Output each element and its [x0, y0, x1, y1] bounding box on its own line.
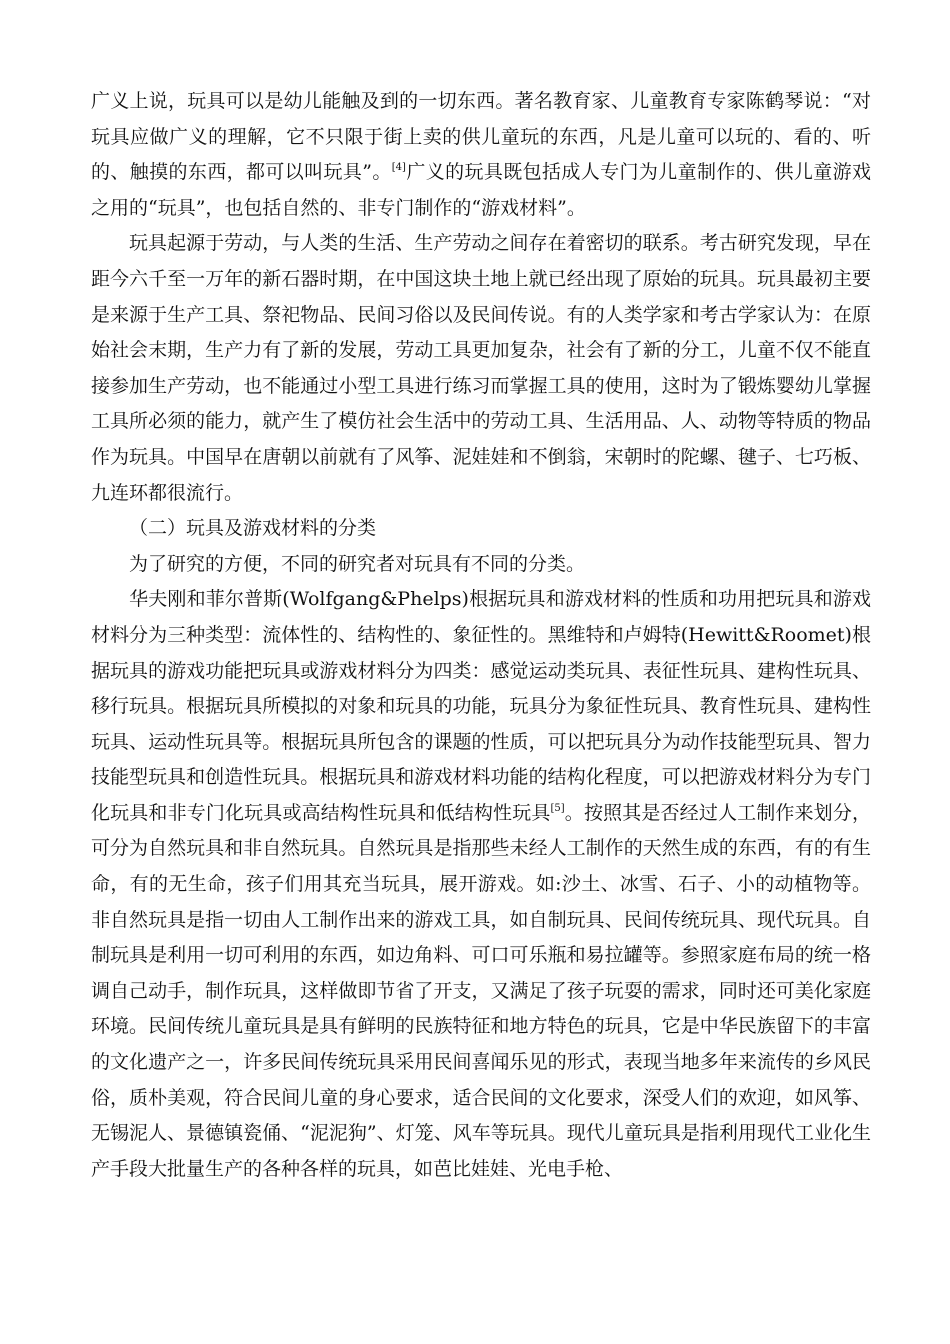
paragraph-classification-intro: [91, 547, 871, 583]
section-heading: （二）玩具及游戏材料的分类: [129, 517, 377, 540]
paragraph-text: 。按照其是否经过人工制作来划分，可分为自然玩具和非自然玩具。自然玩具是指那些未经人工制作的天然生成的东西，有的有生命，有的无生命，孩子们用其充当玩具，展开游戏。如:沙土、冰雪、石子、小的动植物等。非自然玩具是指一切由人工制作出来的游戏工具，如自制玩具、民间传统玩具、现代玩具。自制玩具是利用一切可利用的东西，如边角料、可口可乐瓶和易拉罐等。参照家庭布局的统一格调自己动手，制作玩具，这样做即节省了开支，又满足了孩子玩耍的需求，同时还可美化家庭环境。民间传统儿童玩具是具有鲜明的民族特征和地方特色的玩具，它是中华民族留下的丰富的文化遗产之一，许多民间传统玩具采用民间喜闻乐见的形式，表现当地多年来流传的乡风民俗，质朴美观，符合民间儿童的身心要求，适合民间的文化要求，深受人们的欢迎，如风筝、无锡泥人、景德镇瓷俑、“泥泥狗”、灯笼、风车等玩具。现代儿童玩具是指利用现代工业化生产手段大批量生产的各种各样的玩具，如芭比娃娃、光电手枪、: [91, 801, 871, 1180]
document-page: [91, 84, 871, 1187]
paragraph-text: 华夫刚和菲尔普斯(Wolfgang&Phelps)根据玩具和游戏材料的性质和功用把玩具和游戏材料分为三种类型：流体性的、结构性的、象征性的。黑维特和卢姆特(Hewitt&Roomet)根据玩具的游戏功能把玩具或游戏材料分为四类：感觉运动类玩具、表征性玩具、建构性玩具、移行玩具。根据玩具所模拟的对象和玩具的功能，玩具分为象征性玩具、教育性玩具、建构性玩具、运动性玩具等。根据玩具所包含的课题的性质，可以把玩具分为动作技能型玩具、智力技能型玩具和创造性玩具。根据玩具和游戏材料功能的结构化程度，可以把游戏材料分为专门化玩具和非专门化玩具或高结构性玩具和低结构性玩具: [91, 588, 871, 824]
paragraph-text: 广义的玩具既包括成人专门为儿童制作的、供儿童游戏之用的“玩具”，也包括自然的、非专门制作的“游戏材料”。: [91, 161, 871, 219]
citation-reference: [4]: [391, 162, 406, 174]
paragraph-text: 玩具起源于劳动，与人类的生活、生产劳动之间存在着密切的联系。考古研究发现，早在距今六千至一万年的新石器时期，在中国这块土地上就已经出现了原始的玩具。玩具最初主要是来源于生产工具、祭祀物品、民间习俗以及民间传说。有的人类学家和考古学家认为：在原始社会末期，生产力有了新的发展，劳动工具更加复杂，社会有了新的分工，儿童不仅不能直接参加生产劳动，也不能通过小型工具进行练习而掌握工具的使用，这时为了锻炼婴幼儿掌握工具所必须的能力，就产生了模仿社会生活中的劳动工具、生活用品、人、动物等特质的物品作为玩具。中国早在唐朝以前就有了风筝、泥娃娃和不倒翁，宋朝时的陀螺、毽子、七巧板、九连环都很流行。: [91, 232, 871, 504]
paragraph-text: 为了研究的方便，不同的研究者对玩具有不同的分类。: [129, 552, 586, 575]
paragraph-text: 广义上说，玩具可以是幼儿能触及到的一切东西。著名教育家、儿童教育专家陈鹤琴说：“对玩具应做广义的理解，它不只限于街上卖的供儿童玩的东西，凡是儿童可以玩的、看的、听的、触摸的东西，都可以叫玩具”。: [91, 90, 871, 184]
citation-reference: [5]: [550, 802, 565, 814]
paragraph-classification-detail: [91, 582, 871, 1187]
paragraph-toy-origin: [91, 226, 871, 511]
paragraph-toy-definition: [91, 84, 871, 226]
